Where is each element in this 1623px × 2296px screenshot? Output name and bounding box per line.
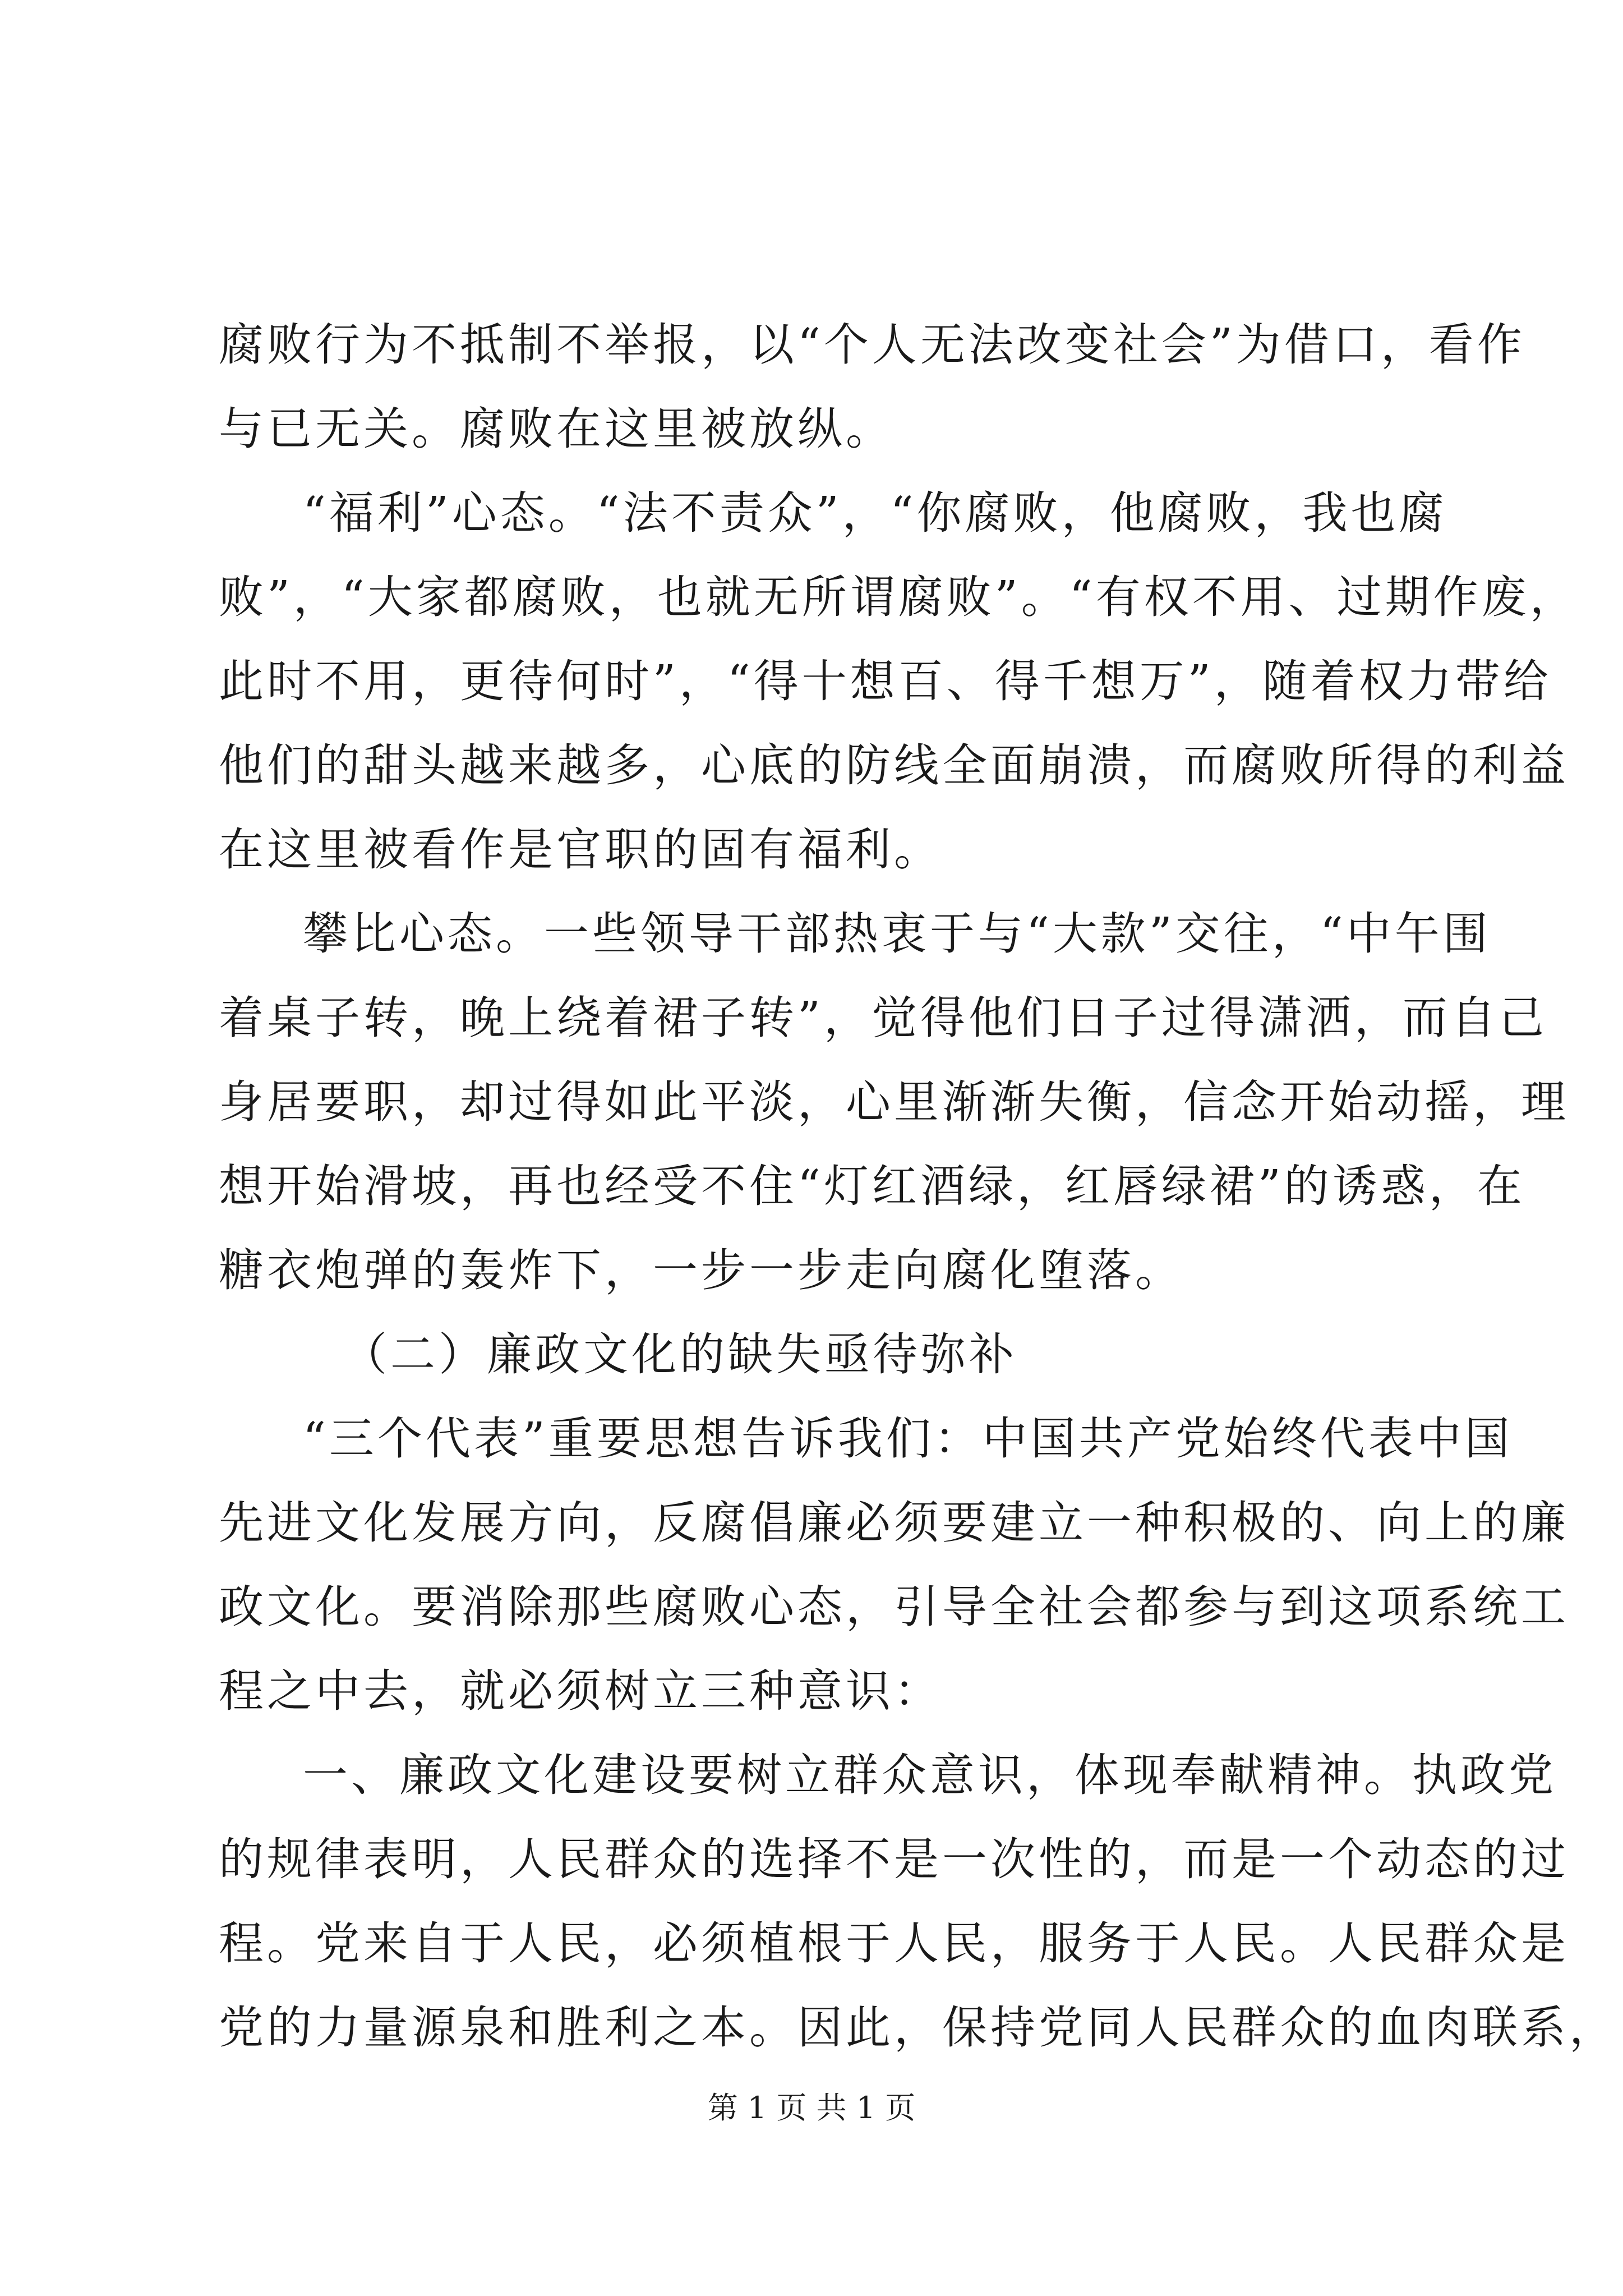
text-line: 此时不用，更待何时”，“得十想百、得千想万”，随着权力带给 (219, 655, 1552, 707)
paragraph-first-line: 一、廉政文化建设要树立群众意识，体现奉献精神。执政党 (303, 1749, 1557, 1801)
text-line: 腐败行为不抵制不举报，以“个人无法改变社会”为借口，看作 (219, 319, 1525, 371)
page-number-footer: 第 1 页 共 1 页 (707, 2090, 916, 2125)
text-line: 败”，“大家都腐败，也就无所谓腐败”。“有权不用、过期作废， (219, 571, 1578, 623)
paragraph-first-line: “福利”心态。“法不责众”，“你腐败，他腐败，我也腐 (303, 487, 1447, 539)
section-heading: （二）廉政文化的缺失亟待弥补 (342, 1328, 1017, 1381)
text-line: 的规律表明，人民群众的选择不是一次性的，而是一个动态的过 (219, 1833, 1569, 1885)
text-line: 他们的甜头越来越多，心底的防线全面崩溃，而腐败所得的利益 (219, 739, 1569, 792)
paragraph-first-line: “三个代表”重要思想告诉我们：中国共产党始终代表中国 (303, 1412, 1513, 1465)
text-line: 党的力量源泉和胜利之本。因此，保持党同人民群众的血肉联系， (219, 2001, 1617, 2054)
text-line: 先进文化发展方向，反腐倡廉必须要建立一种积极的、向上的廉 (219, 1497, 1569, 1549)
text-line: 在这里被看作是官职的固有福利。 (219, 823, 942, 876)
text-line: 程之中去，就必须树立三种意识： (219, 1665, 942, 1717)
text-line: 想开始滑坡，再也经受不住“灯红酒绿，红唇绿裙”的诱惑，在 (219, 1160, 1525, 1212)
text-line: 政文化。要消除那些腐败心态，引导全社会都参与到这项系统工 (219, 1581, 1569, 1633)
text-line: 程。党来自于人民，必须植根于人民，服务于人民。人民群众是 (219, 1917, 1569, 1970)
text-line: 糖衣炮弹的轰炸下，一步一步走向腐化堕落。 (219, 1244, 1183, 1296)
paragraph-first-line: 攀比心态。一些领导干部热衷于与“大款”交往，“中午围 (303, 908, 1491, 960)
text-line: 身居要职，却过得如此平淡，心里渐渐失衡，信念开始动摇，理 (219, 1076, 1569, 1128)
document-body (219, 303, 1617, 2070)
text-line: 着桌子转，晚上绕着裙子转”，觉得他们日子过得潇洒，而自己 (219, 992, 1547, 1044)
text-line: 与已无关。腐败在这里被放纵。 (219, 403, 894, 455)
